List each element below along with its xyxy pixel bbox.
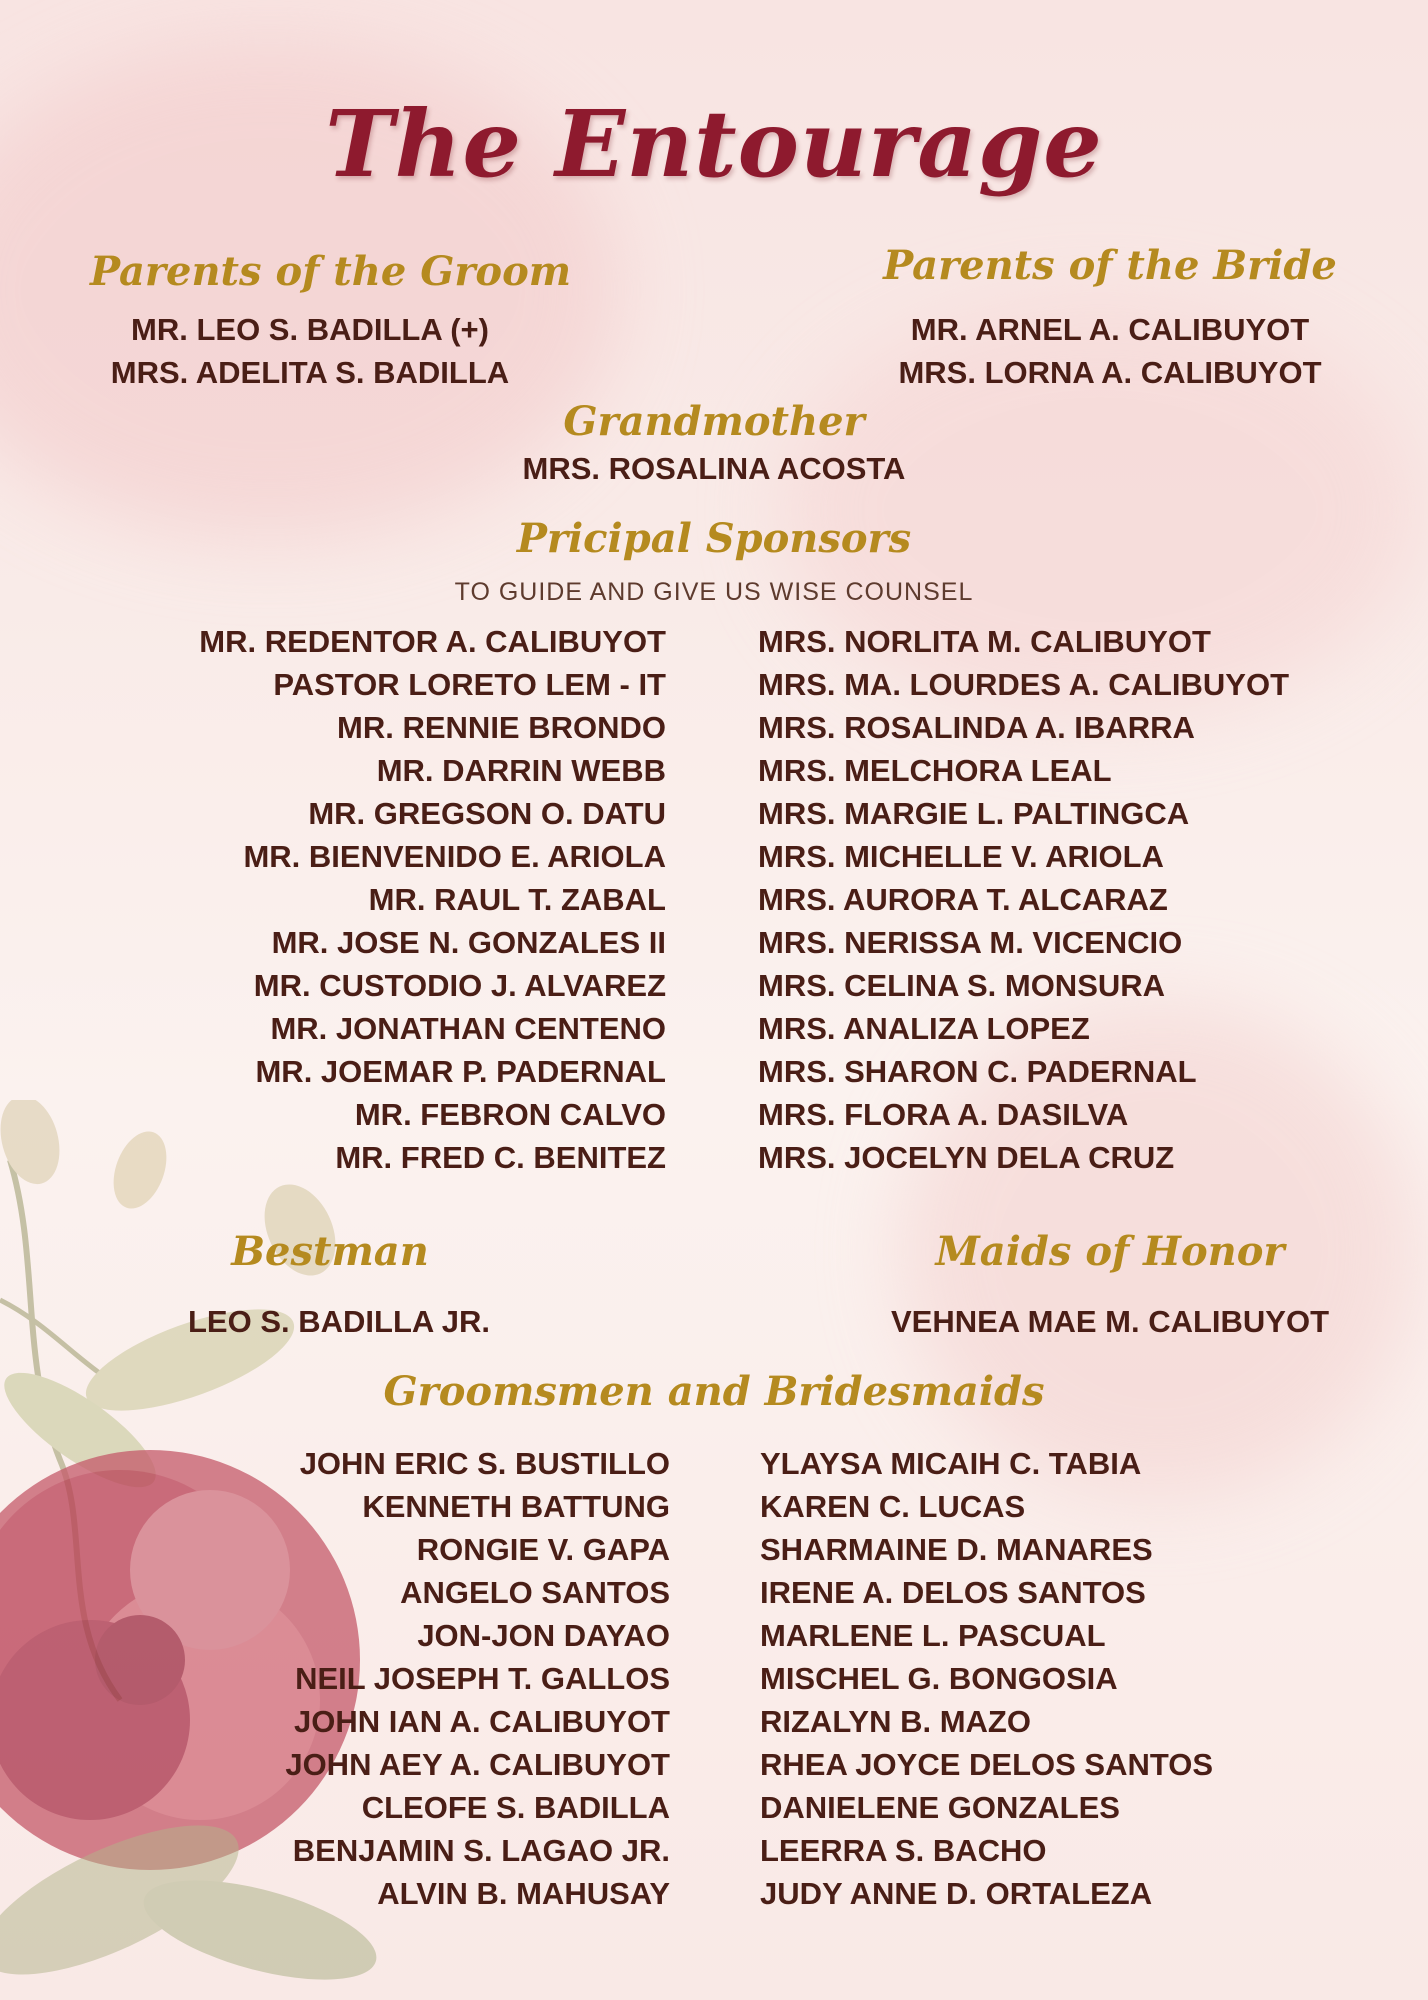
sponsor-name: MRS. FLORA A. DASILVA [758, 1097, 1129, 1132]
groomsmen-column [170, 1442, 670, 1915]
name-entry: MR. LEO S. BADILLA (+) [131, 312, 489, 347]
name-entry: VEHNEA MAE M. CALIBUYOT [890, 1304, 1330, 1339]
section-subheading: TO GUIDE AND GIVE US WISE COUNSEL [454, 578, 974, 606]
parents-bride-names [880, 308, 1340, 394]
bridesmaid-name: KAREN C. LUCAS [760, 1489, 1026, 1524]
sponsor-name: MR. JONATHAN CENTENO [270, 1011, 666, 1046]
maid-of-honor-names [860, 1300, 1360, 1343]
name-entry: MR. ARNEL A. CALIBUYOT [910, 312, 1310, 347]
sponsor-name: MRS. SHARON C. PADERNAL [758, 1054, 1197, 1089]
groomsman-name: RONGIE V. GAPA [416, 1532, 670, 1567]
sponsor-name: MRS. CELINA S. MONSURA [758, 968, 1166, 1003]
sponsor-name: MR. CUSTODIO J. ALVAREZ [253, 968, 666, 1003]
section-heading: Grandmother [563, 398, 865, 445]
sponsor-name: MR. RENNIE BRONDO [337, 710, 666, 745]
sponsor-name: MR. JOSE N. GONZALES II [271, 925, 666, 960]
groomsman-name: JOHN AEY A. CALIBUYOT [285, 1747, 670, 1782]
section-heading: Pricipal Sponsors [516, 515, 912, 562]
section-heading: Bestman [231, 1228, 429, 1275]
groomsman-name: CLEOFE S. BADILLA [361, 1790, 670, 1825]
groomsman-name: ANGELO SANTOS [400, 1575, 670, 1610]
name-entry: MRS. LORNA A. CALIBUYOT [898, 355, 1322, 390]
bridesmaid-name: DANIELENE GONZALES [760, 1790, 1120, 1825]
entourage-heading-block [314, 1368, 1114, 1415]
sponsor-name: MRS. ANALIZA LOPEZ [758, 1011, 1090, 1046]
sponsor-name: PASTOR LORETO LEM - IT [273, 667, 666, 702]
sponsor-name: MRS. NORLITA M. CALIBUYOT [758, 624, 1211, 659]
parents-groom-names [90, 308, 530, 394]
sponsor-name: MR. GREGSON O. DATU [308, 796, 666, 831]
bridesmaid-name: JUDY ANNE D. ORTALEZA [760, 1876, 1153, 1911]
section-heading: Groomsmen and Bridesmaids [383, 1368, 1045, 1415]
bridesmaid-name: MARLENE L. PASCUAL [760, 1618, 1106, 1653]
name-entry: LEO S. BADILLA JR. [188, 1304, 490, 1339]
section-heading: Parents of the Bride [883, 242, 1337, 289]
sponsor-name: MRS. JOCELYN DELA CRUZ [758, 1140, 1175, 1175]
sponsor-name: MRS. MICHELLE V. ARIOLA [758, 839, 1164, 874]
bridesmaid-name: IRENE A. DELOS SANTOS [760, 1575, 1146, 1610]
grandmother-section [414, 398, 1014, 490]
sponsor-name: MR. DARRIN WEBB [376, 753, 666, 788]
groomsman-name: NEIL JOSEPH T. GALLOS [295, 1661, 670, 1696]
bridesmaids-column [760, 1442, 1320, 1915]
sponsor-name: MR. FEBRON CALVO [354, 1097, 666, 1132]
sponsors-subheading-block [314, 578, 1114, 607]
parents-bride-section [880, 242, 1340, 289]
bridesmaid-name: LEERRA S. BACHO [760, 1833, 1047, 1868]
sponsor-name: MRS. MELCHORA LEAL [758, 753, 1112, 788]
sponsors-left-column [160, 620, 666, 1179]
sponsor-name: MR. RAUL T. ZABAL [368, 882, 666, 917]
groomsman-name: KENNETH BATTUNG [362, 1489, 670, 1524]
bridesmaid-name: RHEA JOYCE DELOS SANTOS [760, 1747, 1214, 1782]
section-heading: Maids of Honor [935, 1228, 1285, 1275]
name-entry: MRS. ROSALINA ACOSTA [522, 451, 906, 486]
name-entry: MRS. ADELITA S. BADILLA [110, 355, 510, 390]
sponsor-name: MRS. AURORA T. ALCARAZ [758, 882, 1168, 917]
bestman-names [188, 1300, 608, 1343]
parents-groom-section [90, 248, 572, 295]
sponsors-right-column [758, 620, 1318, 1179]
sponsor-name: MRS. NERISSA M. VICENCIO [758, 925, 1183, 960]
sponsor-name: MR. BIENVENIDO E. ARIOLA [243, 839, 666, 874]
maid-of-honor-section [880, 1228, 1340, 1275]
bridesmaid-name: MISCHEL G. BONGOSIA [760, 1661, 1118, 1696]
sponsor-name: MRS. MARGIE L. PALTINGCA [758, 796, 1190, 831]
groomsman-name: JOHN IAN A. CALIBUYOT [293, 1704, 670, 1739]
sponsor-name: MR. FRED C. BENITEZ [335, 1140, 666, 1175]
groomsman-name: JOHN ERIC S. BUSTILLO [299, 1446, 670, 1481]
sponsors-heading-block [414, 515, 1014, 562]
bridesmaid-name: YLAYSA MICAIH C. TABIA [760, 1446, 1142, 1481]
bestman-section [130, 1228, 530, 1275]
sponsor-name: MRS. MA. LOURDES A. CALIBUYOT [758, 667, 1290, 702]
sponsor-name: MR. JOEMAR P. PADERNAL [255, 1054, 666, 1089]
sponsor-name: MRS. ROSALINDA A. IBARRA [758, 710, 1195, 745]
sponsor-name: MR. REDENTOR A. CALIBUYOT [199, 624, 666, 659]
bridesmaid-name: RIZALYN B. MAZO [760, 1704, 1031, 1739]
bridesmaid-name: SHARMAINE D. MANARES [760, 1532, 1153, 1567]
groomsman-name: ALVIN B. MAHUSAY [377, 1876, 670, 1911]
section-heading: Parents of the Groom [90, 248, 572, 295]
page-title: The Entourage [325, 90, 1103, 198]
groomsman-name: JON-JON DAYAO [417, 1618, 670, 1653]
groomsman-name: BENJAMIN S. LAGAO JR. [292, 1833, 670, 1868]
